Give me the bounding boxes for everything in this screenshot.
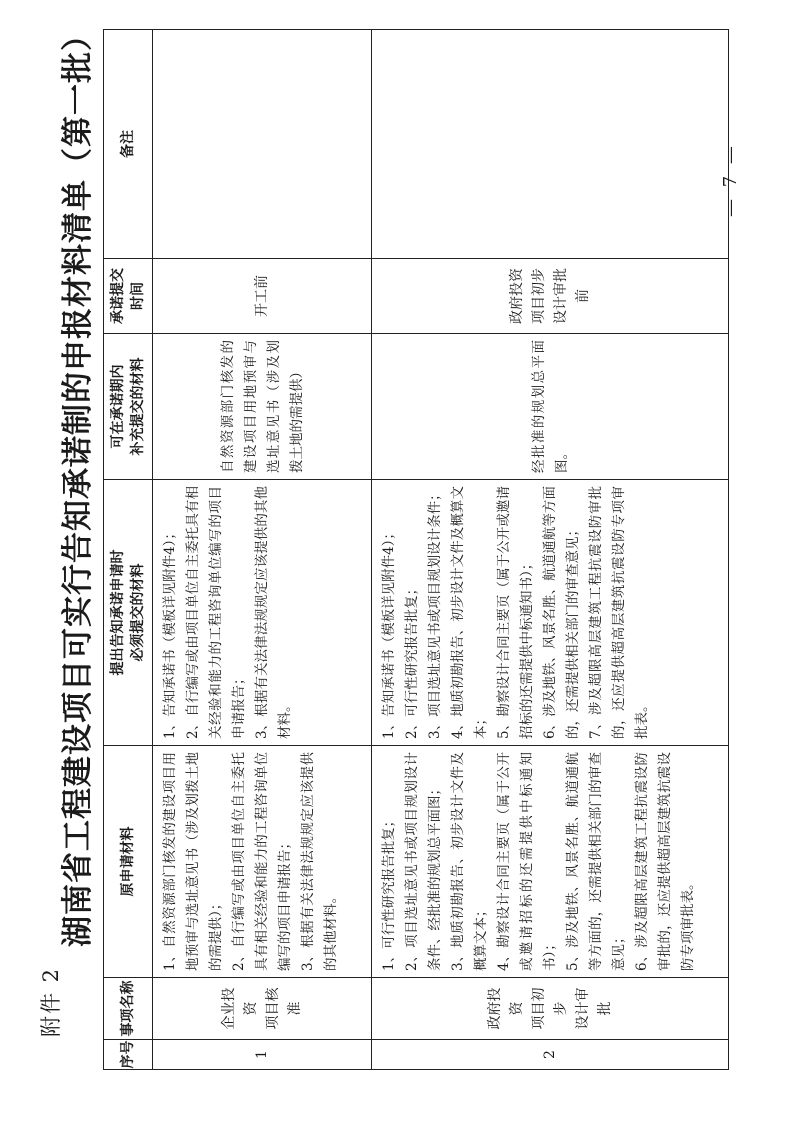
list-item: 1、告知承诺书（模板详见附件4）；: [162, 526, 178, 739]
header-supplement-materials: [104, 334, 153, 480]
list-item: 5、涉及地铁、风景名胜、航道通航等方面的，还需提供相关部门的审查意见；: [565, 752, 627, 971]
row-remarks: [153, 30, 372, 259]
header-submit-line1: 提出告知承诺申请时: [109, 549, 126, 676]
header-remarks: 备注: [104, 30, 153, 259]
list-item: 2、可行性研究报告批复；: [404, 581, 420, 739]
row-commit-time: 开工前: [153, 259, 372, 334]
header-item-name: 事项名称: [104, 978, 153, 1040]
page-title: 湖南省工程建设项目可实行告知承诺制的申报材料清单（第一批）: [60, 19, 96, 947]
item-name-line: 设计审批: [575, 987, 613, 1030]
list-item: 2、项目选址意见书或项目规划设计条件、经批准的规划总平面图；: [404, 752, 443, 971]
materials-table: [103, 29, 729, 1070]
page-number: — 7 —: [720, 143, 741, 217]
item-name-line: 项目初步: [531, 987, 569, 1030]
row-item-name: [153, 978, 372, 1040]
list-item: 3、项目选址意见书或项目规划设计条件；: [427, 487, 443, 739]
row-item-name: [372, 978, 729, 1040]
list-item: 5、勘察设计合同主要页（属于公开或邀请招标的还需提供中标通知书）；: [496, 486, 535, 739]
list-item: 3、根据有关法律法规规定应该提供的其他材料。: [254, 486, 293, 739]
list-item: 1、自然资源部门核发的建设项目用地预审与选址意见书（涉及划拨土地的需提供）；: [162, 752, 224, 971]
list-item: 6、涉及超限高层建筑工程抗震设防审批的，还应提供超高层建筑抗震设防专项审批表。: [634, 752, 696, 971]
header-seq: 序号: [104, 1040, 153, 1070]
header-time-line2: 时间: [130, 282, 146, 310]
list-item: 2、自行编写或由项目单位自主委托具有相关经验和能力的工程咨询单位编写的项目申请报告；: [231, 752, 293, 971]
list-item: 3、根据有关法律法规规定应该提供的其他材料。: [300, 752, 339, 971]
row-submit-materials: [153, 480, 372, 746]
list-item: 4、地质初勘报告、初步设计文件及概算文本；: [450, 486, 489, 739]
table-row: [153, 30, 372, 1070]
table-row: [372, 30, 729, 1070]
header-commit-time: [104, 259, 153, 334]
table-header-row: [104, 30, 153, 1070]
header-submit-line2: 必须提交的材料: [130, 563, 146, 662]
list-item: 3、地质初勘报告、初步设计文件及概算文本；: [450, 752, 489, 971]
list-item: 6、涉及地铁、风景名胜、航道通航等方面的，还需提供相关部门的审查意见；: [542, 486, 581, 739]
row-original-materials: [372, 746, 729, 978]
header-submit-materials: [104, 480, 153, 746]
row-supplement-materials: 自然资源部门核发的建设项目用地预审与选址意见书（涉及划拨土地的需提供）: [153, 334, 372, 480]
row-original-materials: [153, 746, 372, 978]
row-submit-materials: [372, 480, 729, 746]
row-commit-time: 政府投资项目初步设计审批前: [372, 259, 729, 334]
header-supplement-line2: 补充提交的材料: [130, 357, 146, 456]
header-original-materials: 原申请材料: [104, 746, 153, 978]
attachment-label: 附件 2: [39, 966, 63, 1037]
item-name-line: 企业投资: [221, 987, 259, 1030]
row-supplement-materials: 经批准的规划总平面图。: [372, 334, 729, 480]
header-supplement-line1: 可在承诺期内: [109, 364, 126, 449]
row-seq: 1: [153, 1040, 372, 1070]
list-item: 2、自行编写或由项目单位自主委托具有相关经验和能力的工程咨询单位编写的项目申请报告；: [185, 486, 247, 739]
row-remarks: [372, 30, 729, 259]
list-item: 1、告知承诺书（模板详见附件4）；: [381, 526, 397, 739]
item-name-line: 政府投资: [487, 987, 525, 1030]
row-seq: 2: [372, 1040, 729, 1070]
item-name-line: 项目核准: [265, 987, 303, 1030]
list-item: 1、可行性研究报告批复；: [381, 813, 397, 971]
list-item: 4、勘察设计合同主要页（属于公开或邀请招标的还需提供中标通知书）；: [496, 752, 558, 971]
header-time-line1: 承诺提交: [109, 268, 126, 324]
list-item: 7、涉及超限高层建筑工程抗震设防审批的，还应提供超高层建筑抗震设防专项审批表。: [588, 486, 650, 739]
